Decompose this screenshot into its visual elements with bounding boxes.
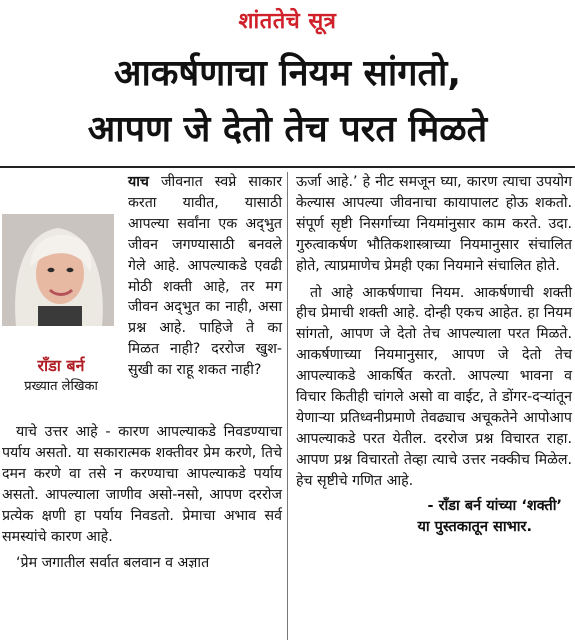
author-role: प्रख्यात लेखिका: [24, 379, 98, 394]
article-column-right: [296, 172, 572, 538]
kicker-title: शांततेचे सूत्र: [238, 8, 337, 34]
headline-rule: [0, 166, 575, 168]
author-photo: [2, 214, 114, 326]
article-column-left-lower: [2, 422, 282, 574]
column-divider: [287, 172, 288, 640]
signature-line-1: - रॉंडा बर्न यांच्या ‘शक्ती’: [427, 497, 562, 514]
signature-line-2: या पुस्तकातून साभार.: [417, 518, 532, 535]
author-box: [2, 214, 120, 424]
paragraph-4: तो आहे आकर्षणाचा नियम. आकर्षणाची शक्ती हीच प्रेमाची शक्ती आहे. दोन्ही एकच आहेत. हा नियम सांगतो, आपण जे देतो तेच आपल्याला परत मिळते. आकर्षणाच्या नियमानुसार, आपण जे देतो तेच आपल्याकडे आकर्षित करतो. आपल्या भावना व विचार कितीही चांगले असो वा वाईट, ते डोंगर-दऱ्यांतून येणाऱ्या प्रतिध्वनीप्रमाणे तेवढ्याच अचूकतेने आपोआप आपल्याकडे परत येतील. दररोज प्रश्न विचारत राहा. आपण प्रश्न विचारतो तेव्हा त्याचे उत्तर नक्कीच मिळेल. हेच सृष्टीचे गणित आहे.: [296, 284, 572, 489]
headline-line-2: आपण जे देतो तेच परत मिळते: [87, 109, 488, 150]
lead-word: याच: [128, 174, 149, 190]
paragraph-2: याचे उत्तर आहे - कारण आपल्याकडे निवडण्याचा पर्याय असतो. या सकारात्मक शक्तीवर प्रेम करणे, तिचे दमन करणे वा तसे न करण्याचा आपल्याकडे पर्याय असतो. आपल्याला जाणीव असो-नसो, आपण दररोज प्रत्येक क्षणी हा पर्याय निवडतो. प्रेमाचा अभाव सर्व समस्यांचे कारण आहे.: [2, 424, 282, 545]
paragraph-3-start: ‘प्रेम जगातील सर्वात बलवान व अज्ञात: [16, 555, 210, 572]
paragraph-3-continued: ऊर्जा आहे.’ हे नीट समजून घ्या, कारण त्याचा उपयोग केल्यास आपल्या जीवनाचा कायापालट होऊ शकतो. संपूर्ण सृष्टी निसर्गाच्या नियमांनुसार काम करते. उदा. गुरुत्वाकर्षण भौतिकशास्त्राच्या नियमानुसार संचालित होते, त्याप्रमाणेच प्रेमही एका नियमाने संचालित होते.: [296, 174, 572, 274]
headline-line-1: आकर्षणाचा नियम सांगतो,: [113, 53, 461, 94]
author-name: रॉंडा बर्न: [37, 356, 85, 375]
paragraph-1-text: जीवनात स्वप्ने साकार करता यावीत, यासाठी आपल्या सर्वांना एक अद्‌भुत जीवन जगण्यासाठी बनवले गेले आहे. आपल्याकडे एवढी मोठी शक्ती आहे, तर मग जीवन अद्‌भुत का नाही, असा प्रश्न आहे. पाहिजे ते का मिळत नाही? दररोज खुश-सुखी का राहू शकत नाही?: [128, 174, 282, 379]
